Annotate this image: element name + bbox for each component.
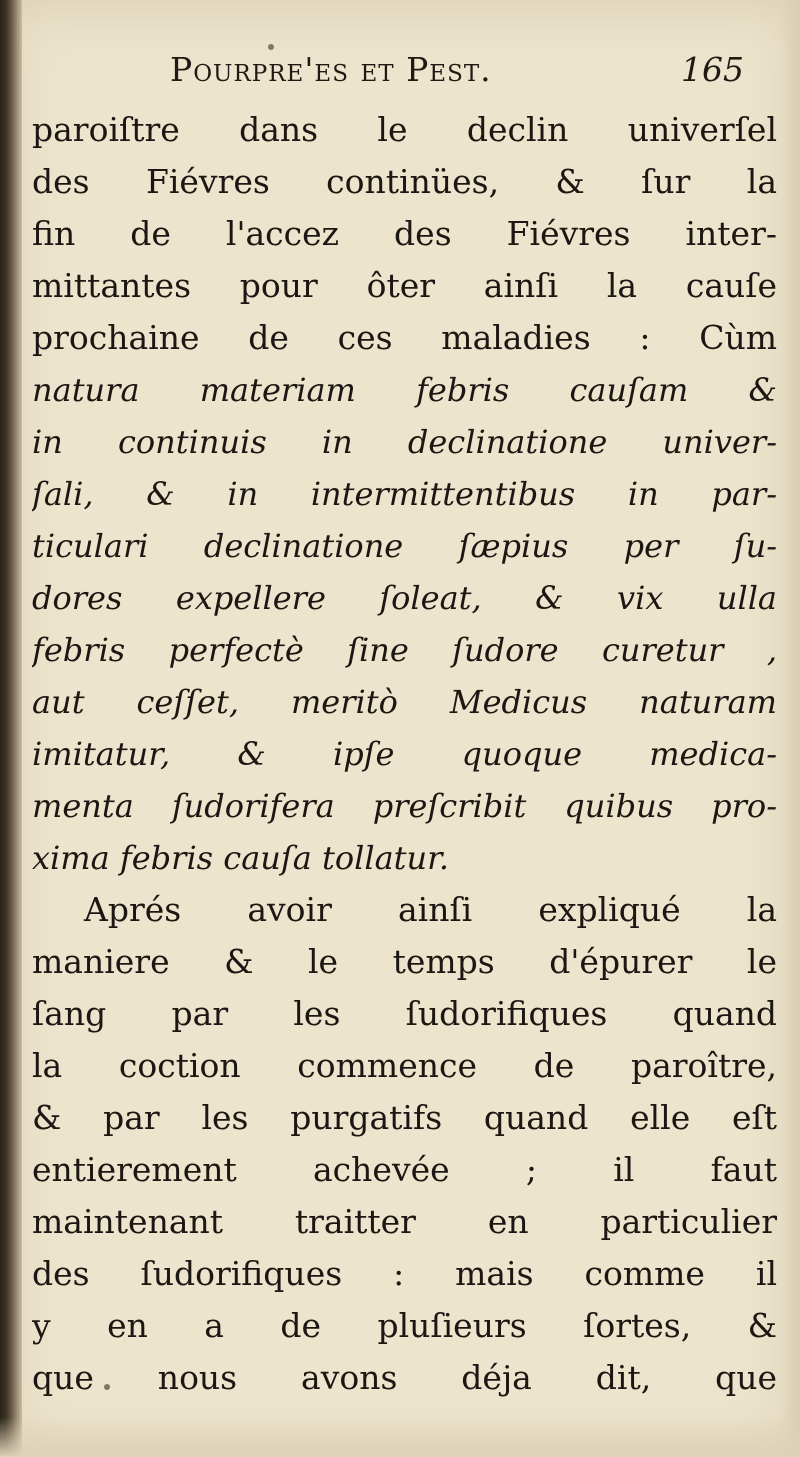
latin-text-line: in continuis in declinatione univer-: [32, 423, 777, 461]
text-line: ſang par les ſudorifiques quand: [32, 994, 777, 1033]
page-edge-right: [782, 0, 800, 1457]
text-line: des Fiévres continües, & ſur la: [32, 162, 777, 201]
text-line: paroiſtre dans le declin univerſel: [32, 110, 777, 149]
text-line: la coction commence de paroître,: [32, 1046, 777, 1085]
text-line: entierement achevée ; il faut: [32, 1150, 777, 1189]
binding-gutter: [0, 0, 22, 1457]
text-line: y en a de pluſieurs ſortes, &: [32, 1306, 777, 1345]
text-line: mittantes pour ôter ainſi la cauſe: [32, 266, 777, 305]
text-line: que nous avons déja dit, que: [32, 1358, 777, 1397]
text-line: Aprés avoir ainſi expliqué la: [84, 890, 777, 929]
text-line: & par les purgatifs quand elle eſt: [32, 1098, 777, 1137]
latin-text-line: aut ceſſet, meritò Medicus naturam: [32, 683, 777, 721]
running-head: Pourpre'es et Pest.: [170, 50, 492, 89]
page-header: [170, 50, 770, 100]
latin-text-line: ſali, & in intermittentibus in par-: [32, 475, 777, 513]
text-line: prochaine de ces maladies : Cùm: [32, 318, 777, 357]
text-line: maniere & le temps d'épurer le: [32, 942, 777, 981]
page-edge-bottom: [0, 1417, 800, 1457]
text-line: fin de l'accez des Fiévres inter-: [32, 214, 777, 253]
page-number: 165: [681, 50, 744, 89]
latin-text-line: menta ſudorifera preſcribit quibus pro-: [32, 787, 777, 825]
latin-text-line: ticulari declinatione ſæpius per ſu-: [32, 527, 777, 565]
text-line: des ſudorifiques : mais comme il: [32, 1254, 777, 1293]
latin-text-line: imitatur, & ipſe quoque medica-: [32, 735, 777, 773]
text-line: maintenant traitter en particulier: [32, 1202, 777, 1241]
latin-text-line: febris perfectè ſine ſudore curetur ,: [32, 631, 777, 669]
body-text: [32, 104, 777, 1404]
latin-text-line: natura materiam febris cauſam &: [32, 371, 777, 409]
latin-text-line: xima febris cauſa tollatur.: [32, 839, 450, 877]
latin-text-line: dores expellere ſoleat, & vix ulla: [32, 579, 777, 617]
